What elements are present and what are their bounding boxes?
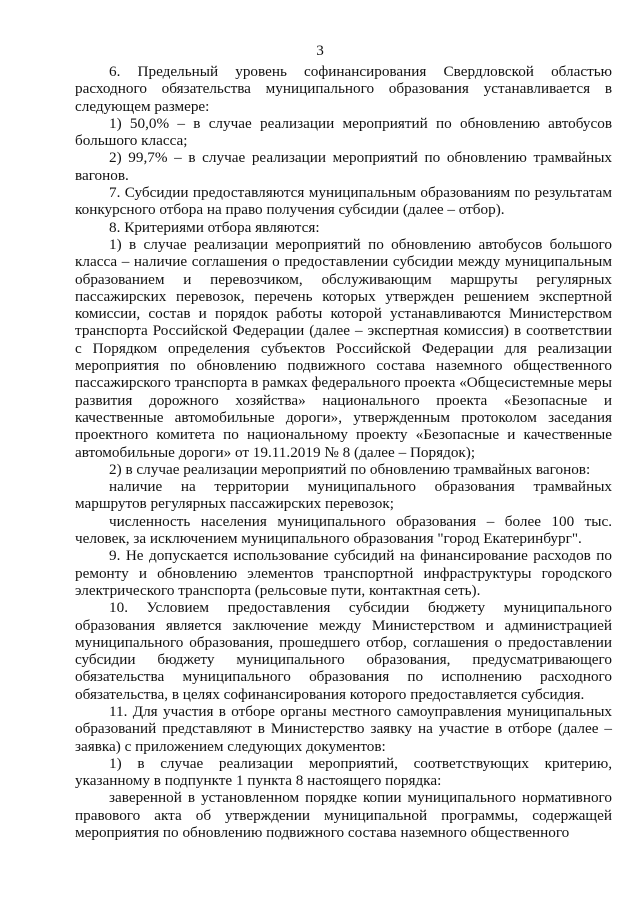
paragraph-8-item-2-condition-b: численность населения муниципального образования – более 100 тыс. человек, за исключением муниципального образования "город Екатеринбург". xyxy=(75,512,612,548)
paragraph-6: 6. Предельный уровень софинансирования Свердловской областью расходного обязательства муниципального образования устанавливается в следующем размере: xyxy=(75,63,612,115)
paragraph-7: 7. Субсидии предоставляются муниципальным образованиям по результатам конкурсного отбора на право получения субсидии (далее – отбор). xyxy=(75,184,612,219)
paragraph-6-item-1: 1) 50,0% – в случае реализации мероприятий по обновлению автобусов большого класса; xyxy=(75,114,612,150)
document-body xyxy=(75,63,612,841)
paragraph-11: 11. Для участия в отборе органы местного самоуправления муниципальных образований представляют в Министерство заявку на участие в отборе (далее – заявка) с приложением следующих документов: xyxy=(75,702,612,755)
paragraph-8-item-2-condition-a: наличие на территории муниципального образования трамвайных маршрутов регулярных пассажирских перевозок; xyxy=(75,478,612,513)
paragraph-8-item-1: 1) в случае реализации мероприятий по обновлению автобусов большого класса – наличие соглашения о предоставлении субсидии между муниципальным образованием и перевозчиком, обслуживающим маршруты регулярных пассажирских перевозок, перечень которых утвержден решением экспертной комиссии, состав и порядок работы которой устанавливаются Министерством транспорта Российской Федерации (далее – экспертная комиссия) в соответствии с Порядком определения субъектов Российской Федерации для реализации мероприятия по обновлению подвижного состава наземного общественного пассажирского транспорта в рамках федерального проекта «Общесистемные меры развития дорожного хозяйства» национального проекта «Безопасные и качественные автомобильные дороги», утвержденным протоколом заседания проектного комитета по национальному проекту «Безопасные и качественные автомобильные дороги» от 19.11.2019 № 8 (далее – Порядок); xyxy=(75,235,612,461)
paragraph-11-item-1: 1) в случае реализации мероприятий, соответствующих критерию, указанному в подпункте 1 пункта 8 настоящего порядка: xyxy=(75,754,612,790)
paragraph-8: 8. Критериями отбора являются: xyxy=(109,218,320,236)
page-number: 3 xyxy=(316,42,324,59)
paragraph-9: 9. Не допускается использование субсидий на финансирование расходов по ремонту и обновлению элементов транспортной инфраструктуры городского электрического транспорта (рельсовые пути, контактная сеть). xyxy=(75,547,612,599)
paragraph-10: 10. Условием предоставления субсидии бюджету муниципального образования является заключение между Министерством и администрацией муниципального образования, прошедшего отбор, соглашения о предоставлении субсидии бюджету муниципального образования, предусматривающего обязательства муниципального образования по исполнению расходного обязательства, в целях софинансирования которого предоставляется субсидия. xyxy=(75,599,612,703)
paragraph-6-item-2: 2) 99,7% – в случае реализации мероприятий по обновлению трамвайных вагонов. xyxy=(75,149,612,184)
paragraph-8-item-2: 2) в случае реализации мероприятий по обновлению трамвайных вагонов: xyxy=(109,460,591,478)
paragraph-11-item-1-document-a: заверенной в установленном порядке копии муниципального нормативного правового акта об утверждении муниципальной программы, содержащей мероприятия по обновлению подвижного состава наземного общественного xyxy=(75,789,612,842)
